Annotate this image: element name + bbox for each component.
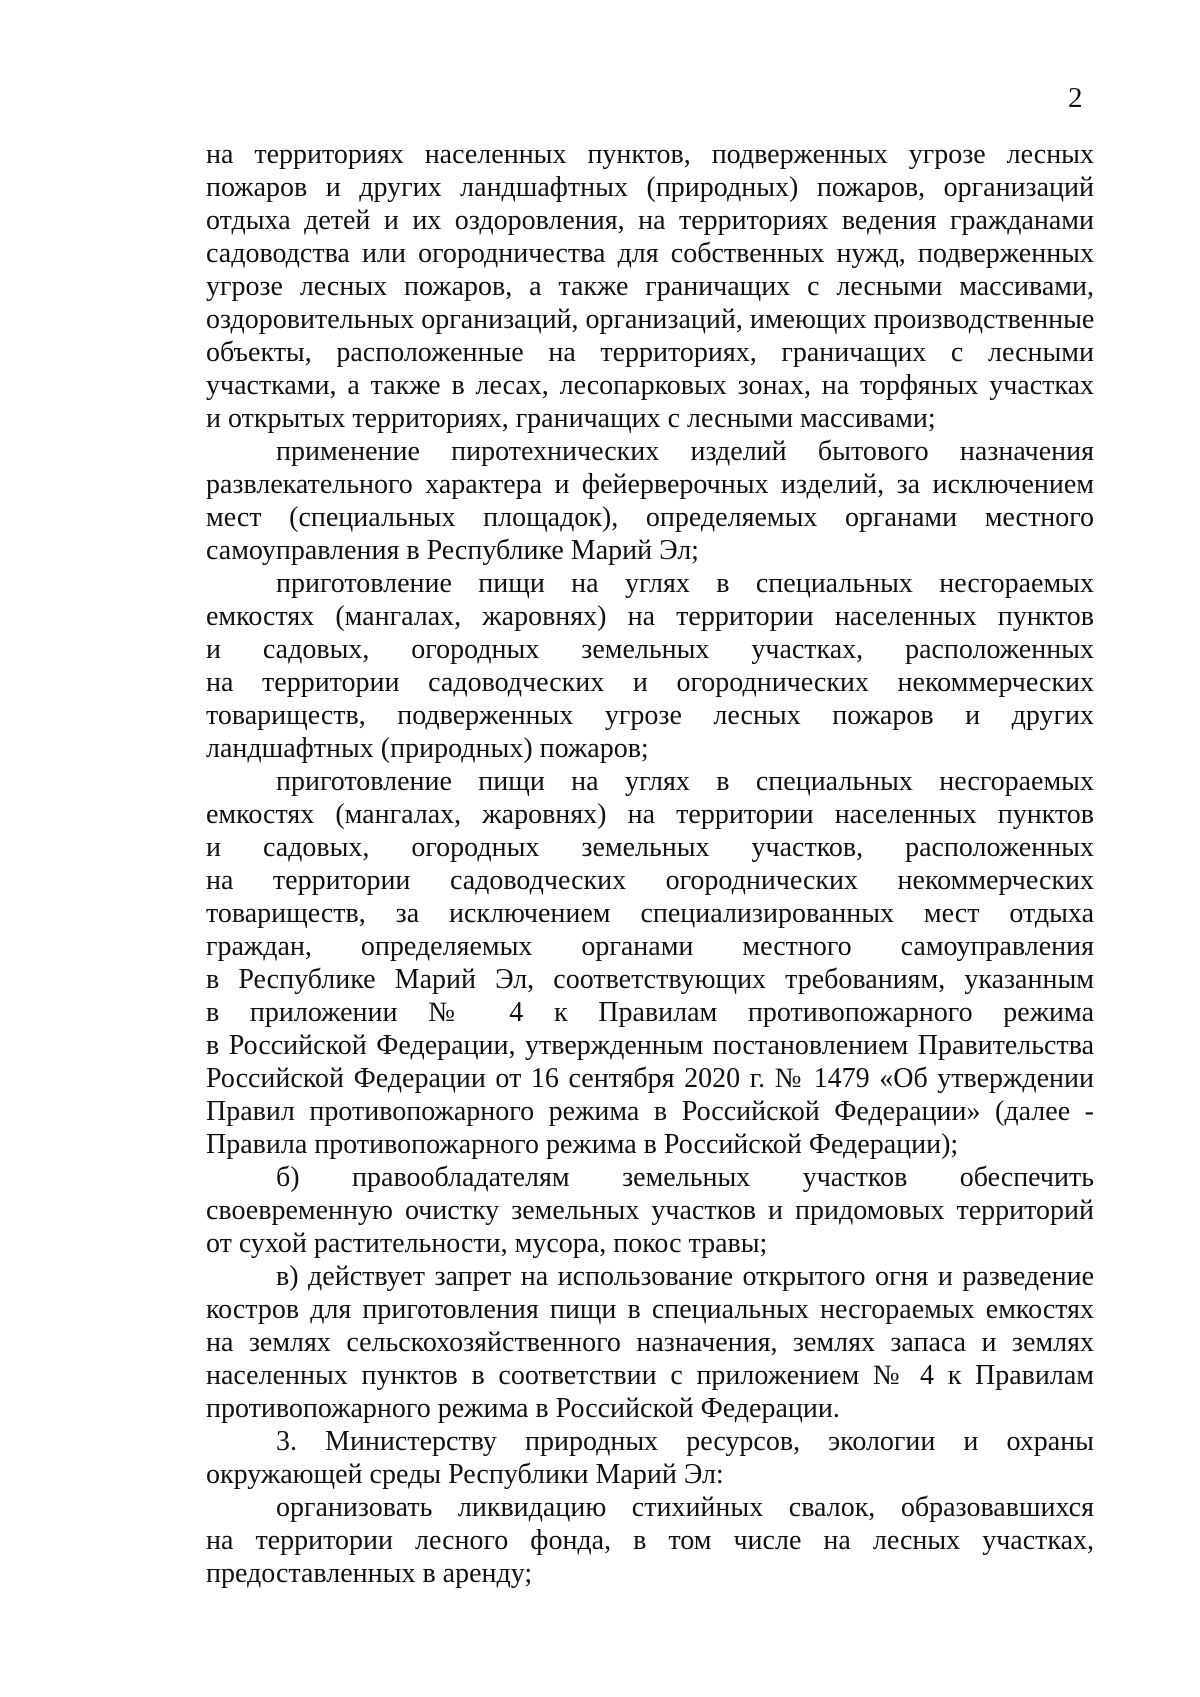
paragraph-line: самоуправления в Республике Марий Эл; bbox=[206, 535, 699, 566]
paragraph-line: на территории лесного фонда, в том числе на лесных участках, bbox=[206, 1525, 1094, 1556]
paragraph-line: развлекательного характера и фейерверочных изделий, за исключением bbox=[206, 469, 1094, 500]
paragraph bbox=[206, 1260, 1094, 1425]
paragraph-line: участками, а также в лесах, лесопарковых зонах, на торфяных участках bbox=[206, 370, 1094, 401]
paragraph-line: своевременную очистку земельных участков и придомовых территорий bbox=[206, 1195, 1094, 1226]
paragraph-line: организовать ликвидацию стихийных свалок, образовавшихся bbox=[276, 1492, 1094, 1523]
paragraph-line: садоводства или огородничества для собственных нужд, подверженных bbox=[206, 238, 1094, 269]
paragraph bbox=[206, 435, 1094, 567]
paragraph-line: ландшафтных (природных) пожаров; bbox=[206, 733, 649, 764]
paragraph-line: и садовых, огородных земельных участков, расположенных bbox=[206, 832, 1094, 863]
paragraph-line: отдыха детей и их оздоровления, на территориях ведения гражданами bbox=[206, 205, 1094, 236]
paragraph-line: емкостях (мангалах, жаровнях) на территории населенных пунктов bbox=[206, 601, 1094, 632]
paragraph-line: окружающей среды Республики Марий Эл: bbox=[206, 1459, 724, 1490]
paragraph-line: товариществ, за исключением специализированных мест отдыха bbox=[206, 898, 1094, 929]
paragraph bbox=[206, 138, 1094, 435]
paragraph bbox=[206, 567, 1094, 765]
paragraph-line: в Российской Федерации, утвержденным постановлением Правительства bbox=[206, 1030, 1094, 1061]
paragraph-line: на территориях населенных пунктов, подверженных угрозе лесных bbox=[206, 139, 1094, 170]
paragraph-line: Правил противопожарного режима в Российской Федерации» (далее - bbox=[206, 1096, 1094, 1127]
paragraph-line: оздоровительных организаций, организаций, имеющих производственные bbox=[206, 304, 1095, 335]
paragraph-line: приготовление пищи на углях в специальных несгораемых bbox=[276, 766, 1094, 797]
paragraph-line: применение пиротехнических изделий бытового назначения bbox=[276, 436, 1094, 467]
paragraph-line: пожаров и других ландшафтных (природных) пожаров, организаций bbox=[206, 172, 1094, 203]
paragraph-line: мест (специальных площадок), определяемых органами местного bbox=[206, 502, 1094, 533]
paragraph-line: граждан, определяемых органами местного самоуправления bbox=[206, 931, 1094, 962]
paragraph-line: угрозе лесных пожаров, а также граничащих с лесными массивами, bbox=[206, 271, 1094, 302]
paragraph-line: и садовых, огородных земельных участках, расположенных bbox=[206, 634, 1094, 665]
paragraph bbox=[206, 1425, 1094, 1491]
paragraph-line: 3. Министерству природных ресурсов, экологии и охраны bbox=[276, 1426, 1094, 1457]
paragraph-line: б) правообладателям земельных участков обеспечить bbox=[276, 1162, 1094, 1193]
paragraph-line: на территории садоводческих и огороднических некоммерческих bbox=[206, 667, 1094, 698]
paragraph-line: населенных пунктов в соответствии с приложением № 4 к Правилам bbox=[206, 1360, 1094, 1391]
paragraph-line: в) действует запрет на использование открытого огня и разведение bbox=[276, 1261, 1094, 1292]
paragraph-line: от сухой растительности, мусора, покос травы; bbox=[206, 1228, 768, 1259]
paragraph-line: предоставленных в аренду; bbox=[206, 1558, 533, 1589]
paragraph-line: емкостях (мангалах, жаровнях) на территории населенных пунктов bbox=[206, 799, 1094, 830]
paragraph-line: Правила противопожарного режима в Российской Федерации); bbox=[206, 1129, 959, 1160]
paragraph-line: товариществ, подверженных угрозе лесных пожаров и других bbox=[206, 700, 1094, 731]
page-number: 2 bbox=[1068, 82, 1083, 114]
paragraph-line: на территории садоводческих огороднических некоммерческих bbox=[206, 865, 1094, 896]
paragraph bbox=[206, 765, 1094, 1161]
paragraph-line: в Республике Марий Эл, соответствующих требованиям, указанным bbox=[206, 964, 1094, 995]
paragraph-line: на землях сельскохозяйственного назначения, землях запаса и землях bbox=[206, 1327, 1094, 1358]
paragraph-line: в приложении № 4 к Правилам противопожарного режима bbox=[206, 997, 1094, 1028]
paragraph-line: приготовление пищи на углях в специальных несгораемых bbox=[276, 568, 1094, 599]
paragraph-line: объекты, расположенные на территориях, граничащих с лесными bbox=[206, 337, 1094, 368]
paragraph-line: Российской Федерации от 16 сентября 2020 г. № 1479 «Об утверждении bbox=[206, 1063, 1094, 1094]
paragraph bbox=[206, 1491, 1094, 1590]
document-body bbox=[206, 138, 1094, 1590]
paragraph bbox=[206, 1161, 1094, 1260]
paragraph-line: и открытых территориях, граничащих с лесными массивами; bbox=[206, 403, 936, 434]
paragraph-line: костров для приготовления пищи в специальных несгораемых емкостях bbox=[206, 1294, 1094, 1325]
paragraph-line: противопожарного режима в Российской Федерации. bbox=[206, 1393, 840, 1424]
